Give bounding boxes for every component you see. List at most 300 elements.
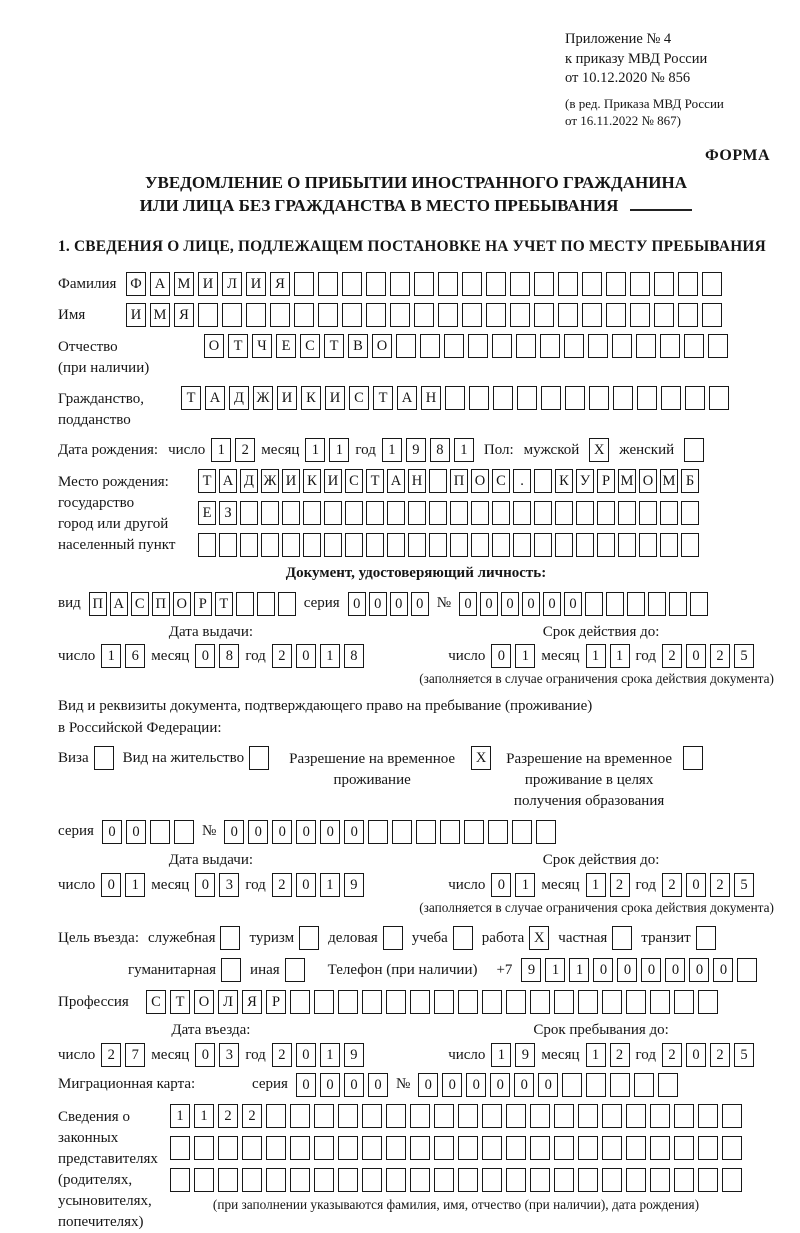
- char-box[interactable]: [219, 533, 237, 557]
- char-box[interactable]: 0: [296, 1043, 316, 1067]
- char-box[interactable]: [266, 1168, 286, 1192]
- char-box[interactable]: [170, 1168, 190, 1192]
- char-box[interactable]: К: [301, 386, 321, 410]
- char-box[interactable]: [606, 592, 624, 616]
- char-box[interactable]: [493, 386, 513, 410]
- char-box[interactable]: 1: [515, 873, 535, 897]
- char-box[interactable]: [458, 990, 478, 1014]
- char-box[interactable]: [444, 334, 464, 358]
- char-box[interactable]: [218, 1168, 238, 1192]
- char-box[interactable]: [516, 334, 536, 358]
- char-box[interactable]: [582, 272, 602, 296]
- char-box[interactable]: [586, 1073, 606, 1097]
- char-box[interactable]: 0: [466, 1073, 486, 1097]
- char-box[interactable]: С: [345, 469, 363, 493]
- char-box[interactable]: [290, 1136, 310, 1160]
- char-box[interactable]: 1: [170, 1104, 190, 1128]
- char-box[interactable]: [299, 926, 319, 950]
- char-box[interactable]: Ч: [252, 334, 272, 358]
- char-box[interactable]: [602, 1136, 622, 1160]
- char-box[interactable]: [236, 592, 254, 616]
- char-box[interactable]: [386, 990, 406, 1014]
- char-box[interactable]: [324, 501, 342, 525]
- char-box[interactable]: Ж: [253, 386, 273, 410]
- char-box[interactable]: 0: [348, 592, 366, 616]
- char-box[interactable]: Н: [408, 469, 426, 493]
- char-box[interactable]: А: [150, 272, 170, 296]
- char-box[interactable]: [390, 303, 410, 327]
- char-box[interactable]: Б: [681, 469, 699, 493]
- char-box[interactable]: 1: [586, 1043, 606, 1067]
- char-box[interactable]: [240, 533, 258, 557]
- char-box[interactable]: 0: [195, 644, 215, 668]
- char-box[interactable]: [698, 1168, 718, 1192]
- char-box[interactable]: [510, 303, 530, 327]
- char-box[interactable]: [534, 533, 552, 557]
- char-box[interactable]: О: [471, 469, 489, 493]
- char-box[interactable]: [362, 990, 382, 1014]
- char-box[interactable]: [626, 1136, 646, 1160]
- char-box[interactable]: [492, 334, 512, 358]
- char-box[interactable]: [338, 990, 358, 1014]
- char-box[interactable]: З: [219, 501, 237, 525]
- char-box[interactable]: [702, 272, 722, 296]
- char-box[interactable]: 2: [235, 438, 255, 462]
- char-box[interactable]: 0: [390, 592, 408, 616]
- char-box[interactable]: 0: [543, 592, 561, 616]
- char-box[interactable]: [588, 334, 608, 358]
- char-box[interactable]: 0: [689, 958, 709, 982]
- char-box[interactable]: 9: [521, 958, 541, 982]
- char-box[interactable]: [636, 334, 656, 358]
- char-box[interactable]: [486, 303, 506, 327]
- char-box[interactable]: [564, 334, 584, 358]
- char-box[interactable]: 0: [686, 1043, 706, 1067]
- char-box[interactable]: [462, 272, 482, 296]
- char-box[interactable]: Ж: [261, 469, 279, 493]
- char-box[interactable]: [469, 386, 489, 410]
- char-box[interactable]: [658, 1073, 678, 1097]
- char-box[interactable]: 0: [490, 1073, 510, 1097]
- char-box[interactable]: [597, 501, 615, 525]
- char-box[interactable]: 1: [515, 644, 535, 668]
- char-box[interactable]: 0: [491, 644, 511, 668]
- char-box[interactable]: [589, 386, 609, 410]
- char-box[interactable]: [434, 990, 454, 1014]
- char-box[interactable]: 9: [344, 1043, 364, 1067]
- char-box[interactable]: [429, 533, 447, 557]
- char-box[interactable]: [410, 1136, 430, 1160]
- char-box[interactable]: С: [131, 592, 149, 616]
- char-box[interactable]: Т: [373, 386, 393, 410]
- char-box[interactable]: [513, 501, 531, 525]
- char-box[interactable]: Т: [324, 334, 344, 358]
- char-box[interactable]: [660, 533, 678, 557]
- char-box[interactable]: Р: [597, 469, 615, 493]
- char-box[interactable]: Т: [170, 990, 190, 1014]
- char-box[interactable]: [294, 303, 314, 327]
- char-box[interactable]: 8: [219, 644, 239, 668]
- char-box[interactable]: 0: [272, 820, 292, 844]
- char-box[interactable]: 0: [480, 592, 498, 616]
- char-box[interactable]: 9: [344, 873, 364, 897]
- char-box[interactable]: [338, 1168, 358, 1192]
- char-box[interactable]: А: [387, 469, 405, 493]
- char-box[interactable]: [314, 1168, 334, 1192]
- char-box[interactable]: [410, 1168, 430, 1192]
- char-box[interactable]: [366, 533, 384, 557]
- char-box[interactable]: [690, 592, 708, 616]
- char-box[interactable]: [383, 926, 403, 950]
- char-box[interactable]: [450, 501, 468, 525]
- char-box[interactable]: У: [576, 469, 594, 493]
- char-box[interactable]: [684, 334, 704, 358]
- char-box[interactable]: [434, 1104, 454, 1128]
- char-box[interactable]: [462, 303, 482, 327]
- char-box[interactable]: [314, 990, 334, 1014]
- char-box[interactable]: 0: [296, 644, 316, 668]
- char-box[interactable]: [517, 386, 537, 410]
- char-box[interactable]: [458, 1104, 478, 1128]
- char-box[interactable]: X: [529, 926, 549, 950]
- char-box[interactable]: [453, 926, 473, 950]
- char-box[interactable]: Н: [421, 386, 441, 410]
- char-box[interactable]: [534, 303, 554, 327]
- char-box[interactable]: [318, 272, 338, 296]
- char-box[interactable]: [249, 746, 269, 770]
- char-box[interactable]: [534, 469, 552, 493]
- char-box[interactable]: [387, 533, 405, 557]
- char-box[interactable]: [170, 1136, 190, 1160]
- char-box[interactable]: [392, 820, 412, 844]
- char-box[interactable]: [654, 272, 674, 296]
- char-box[interactable]: Ф: [126, 272, 146, 296]
- char-box[interactable]: [294, 272, 314, 296]
- char-box[interactable]: [702, 303, 722, 327]
- char-box[interactable]: [362, 1168, 382, 1192]
- char-box[interactable]: [674, 1104, 694, 1128]
- char-box[interactable]: 8: [430, 438, 450, 462]
- char-box[interactable]: [506, 1104, 526, 1128]
- char-box[interactable]: [630, 303, 650, 327]
- char-box[interactable]: [660, 334, 680, 358]
- char-box[interactable]: 1: [329, 438, 349, 462]
- char-box[interactable]: [530, 1168, 550, 1192]
- char-box[interactable]: 1: [569, 958, 589, 982]
- char-box[interactable]: [627, 592, 645, 616]
- char-box[interactable]: С: [146, 990, 166, 1014]
- char-box[interactable]: 0: [195, 873, 215, 897]
- char-box[interactable]: 0: [320, 820, 340, 844]
- char-box[interactable]: М: [660, 469, 678, 493]
- char-box[interactable]: 2: [218, 1104, 238, 1128]
- char-box[interactable]: Л: [222, 272, 242, 296]
- char-box[interactable]: 0: [491, 873, 511, 897]
- char-box[interactable]: [420, 334, 440, 358]
- char-box[interactable]: [612, 926, 632, 950]
- char-box[interactable]: А: [397, 386, 417, 410]
- char-box[interactable]: 3: [219, 873, 239, 897]
- char-box[interactable]: [722, 1136, 742, 1160]
- char-box[interactable]: [661, 386, 681, 410]
- char-box[interactable]: 0: [224, 820, 244, 844]
- char-box[interactable]: 0: [564, 592, 582, 616]
- char-box[interactable]: [410, 1104, 430, 1128]
- char-box[interactable]: 3: [219, 1043, 239, 1067]
- char-box[interactable]: 9: [406, 438, 426, 462]
- char-box[interactable]: 0: [101, 873, 121, 897]
- char-box[interactable]: О: [173, 592, 191, 616]
- char-box[interactable]: [408, 501, 426, 525]
- char-box[interactable]: О: [194, 990, 214, 1014]
- char-box[interactable]: 0: [320, 1073, 340, 1097]
- char-box[interactable]: 2: [710, 644, 730, 668]
- char-box[interactable]: 2: [662, 644, 682, 668]
- char-box[interactable]: И: [325, 386, 345, 410]
- char-box[interactable]: В: [348, 334, 368, 358]
- char-box[interactable]: [438, 272, 458, 296]
- char-box[interactable]: [468, 334, 488, 358]
- char-box[interactable]: 6: [125, 644, 145, 668]
- char-box[interactable]: [534, 501, 552, 525]
- char-box[interactable]: А: [110, 592, 128, 616]
- char-box[interactable]: 0: [126, 820, 146, 844]
- char-box[interactable]: [194, 1136, 214, 1160]
- char-box[interactable]: [434, 1168, 454, 1192]
- char-box[interactable]: [626, 1168, 646, 1192]
- char-box[interactable]: [410, 990, 430, 1014]
- char-box[interactable]: С: [349, 386, 369, 410]
- char-box[interactable]: [482, 1104, 502, 1128]
- char-box[interactable]: [582, 303, 602, 327]
- char-box[interactable]: [242, 1168, 262, 1192]
- char-box[interactable]: [696, 926, 716, 950]
- char-box[interactable]: [278, 592, 296, 616]
- char-box[interactable]: [482, 1168, 502, 1192]
- char-box[interactable]: [536, 820, 556, 844]
- char-box[interactable]: Р: [194, 592, 212, 616]
- char-box[interactable]: 0: [102, 820, 122, 844]
- char-box[interactable]: 0: [514, 1073, 534, 1097]
- char-box[interactable]: [534, 272, 554, 296]
- char-box[interactable]: [366, 303, 386, 327]
- char-box[interactable]: [486, 272, 506, 296]
- char-box[interactable]: [386, 1136, 406, 1160]
- char-box[interactable]: [602, 1104, 622, 1128]
- char-box[interactable]: [650, 1104, 670, 1128]
- char-box[interactable]: [541, 386, 561, 410]
- char-box[interactable]: [585, 592, 603, 616]
- char-box[interactable]: 0: [686, 644, 706, 668]
- char-box[interactable]: 0: [501, 592, 519, 616]
- char-box[interactable]: 0: [344, 820, 364, 844]
- char-box[interactable]: [222, 303, 242, 327]
- char-box[interactable]: [669, 592, 687, 616]
- char-box[interactable]: [685, 386, 705, 410]
- char-box[interactable]: А: [205, 386, 225, 410]
- char-box[interactable]: [650, 1136, 670, 1160]
- char-box[interactable]: 0: [538, 1073, 558, 1097]
- char-box[interactable]: [414, 303, 434, 327]
- char-box[interactable]: [458, 1168, 478, 1192]
- char-box[interactable]: [530, 1104, 550, 1128]
- char-box[interactable]: 0: [296, 873, 316, 897]
- char-box[interactable]: [606, 303, 626, 327]
- char-box[interactable]: Т: [228, 334, 248, 358]
- char-box[interactable]: [174, 820, 194, 844]
- char-box[interactable]: [242, 1136, 262, 1160]
- char-box[interactable]: 2: [710, 1043, 730, 1067]
- char-box[interactable]: [396, 334, 416, 358]
- char-box[interactable]: [314, 1104, 334, 1128]
- char-box[interactable]: О: [372, 334, 392, 358]
- char-box[interactable]: 2: [610, 1043, 630, 1067]
- char-box[interactable]: М: [618, 469, 636, 493]
- char-box[interactable]: X: [471, 746, 491, 770]
- char-box[interactable]: 1: [125, 873, 145, 897]
- char-box[interactable]: [555, 501, 573, 525]
- char-box[interactable]: [290, 1104, 310, 1128]
- char-box[interactable]: 1: [320, 873, 340, 897]
- char-box[interactable]: [261, 501, 279, 525]
- char-box[interactable]: И: [277, 386, 297, 410]
- char-box[interactable]: 0: [713, 958, 733, 982]
- char-box[interactable]: [681, 501, 699, 525]
- char-box[interactable]: [674, 1168, 694, 1192]
- char-box[interactable]: [282, 533, 300, 557]
- char-box[interactable]: [722, 1104, 742, 1128]
- char-box[interactable]: [338, 1136, 358, 1160]
- char-box[interactable]: [458, 1136, 478, 1160]
- char-box[interactable]: [626, 1104, 646, 1128]
- char-box[interactable]: [482, 990, 502, 1014]
- char-box[interactable]: [303, 533, 321, 557]
- char-box[interactable]: 5: [734, 644, 754, 668]
- char-box[interactable]: [266, 1136, 286, 1160]
- char-box[interactable]: 0: [368, 1073, 388, 1097]
- char-box[interactable]: О: [639, 469, 657, 493]
- char-box[interactable]: [198, 533, 216, 557]
- char-box[interactable]: 2: [662, 1043, 682, 1067]
- char-box[interactable]: [416, 820, 436, 844]
- char-box[interactable]: [510, 272, 530, 296]
- char-box[interactable]: [492, 533, 510, 557]
- char-box[interactable]: [261, 533, 279, 557]
- char-box[interactable]: [698, 990, 718, 1014]
- char-box[interactable]: [674, 990, 694, 1014]
- char-box[interactable]: 1: [454, 438, 474, 462]
- char-box[interactable]: 0: [369, 592, 387, 616]
- char-box[interactable]: А: [219, 469, 237, 493]
- char-box[interactable]: [488, 820, 508, 844]
- char-box[interactable]: 0: [411, 592, 429, 616]
- char-box[interactable]: [366, 501, 384, 525]
- char-box[interactable]: [445, 386, 465, 410]
- char-box[interactable]: С: [300, 334, 320, 358]
- char-box[interactable]: [362, 1136, 382, 1160]
- char-box[interactable]: 1: [491, 1043, 511, 1067]
- char-box[interactable]: П: [89, 592, 107, 616]
- char-box[interactable]: Д: [229, 386, 249, 410]
- char-box[interactable]: О: [204, 334, 224, 358]
- char-box[interactable]: П: [152, 592, 170, 616]
- char-box[interactable]: [698, 1104, 718, 1128]
- char-box[interactable]: [438, 303, 458, 327]
- char-box[interactable]: [660, 501, 678, 525]
- blank-underline[interactable]: [630, 196, 692, 211]
- char-box[interactable]: [650, 990, 670, 1014]
- char-box[interactable]: 0: [442, 1073, 462, 1097]
- char-box[interactable]: X: [589, 438, 609, 462]
- char-box[interactable]: [576, 533, 594, 557]
- char-box[interactable]: [290, 1168, 310, 1192]
- char-box[interactable]: [440, 820, 460, 844]
- char-box[interactable]: 1: [586, 644, 606, 668]
- char-box[interactable]: [626, 990, 646, 1014]
- char-box[interactable]: [650, 1168, 670, 1192]
- char-box[interactable]: 0: [617, 958, 637, 982]
- char-box[interactable]: [290, 990, 310, 1014]
- char-box[interactable]: [257, 592, 275, 616]
- char-box[interactable]: 0: [195, 1043, 215, 1067]
- char-box[interactable]: [450, 533, 468, 557]
- char-box[interactable]: 0: [593, 958, 613, 982]
- char-box[interactable]: [530, 990, 550, 1014]
- char-box[interactable]: Т: [366, 469, 384, 493]
- char-box[interactable]: И: [282, 469, 300, 493]
- char-box[interactable]: [512, 820, 532, 844]
- char-box[interactable]: [513, 533, 531, 557]
- char-box[interactable]: [639, 533, 657, 557]
- char-box[interactable]: [602, 990, 622, 1014]
- char-box[interactable]: 1: [610, 644, 630, 668]
- char-box[interactable]: [602, 1168, 622, 1192]
- char-box[interactable]: 1: [305, 438, 325, 462]
- char-box[interactable]: К: [303, 469, 321, 493]
- char-box[interactable]: [576, 501, 594, 525]
- char-box[interactable]: [606, 272, 626, 296]
- char-box[interactable]: [654, 303, 674, 327]
- char-box[interactable]: [266, 1104, 286, 1128]
- char-box[interactable]: [434, 1136, 454, 1160]
- char-box[interactable]: [471, 533, 489, 557]
- char-box[interactable]: [540, 334, 560, 358]
- char-box[interactable]: [342, 303, 362, 327]
- char-box[interactable]: [639, 501, 657, 525]
- char-box[interactable]: [530, 1136, 550, 1160]
- char-box[interactable]: [414, 272, 434, 296]
- char-box[interactable]: 8: [344, 644, 364, 668]
- char-box[interactable]: [318, 303, 338, 327]
- char-box[interactable]: [429, 469, 447, 493]
- char-box[interactable]: [578, 990, 598, 1014]
- char-box[interactable]: 2: [272, 1043, 292, 1067]
- char-box[interactable]: 0: [665, 958, 685, 982]
- char-box[interactable]: [558, 272, 578, 296]
- char-box[interactable]: 0: [296, 820, 316, 844]
- char-box[interactable]: [492, 501, 510, 525]
- char-box[interactable]: Т: [215, 592, 233, 616]
- char-box[interactable]: [345, 501, 363, 525]
- char-box[interactable]: [246, 303, 266, 327]
- char-box[interactable]: 0: [248, 820, 268, 844]
- char-box[interactable]: 0: [296, 1073, 316, 1097]
- char-box[interactable]: [737, 958, 757, 982]
- char-box[interactable]: [362, 1104, 382, 1128]
- char-box[interactable]: 0: [686, 873, 706, 897]
- char-box[interactable]: 1: [320, 1043, 340, 1067]
- char-box[interactable]: [221, 958, 241, 982]
